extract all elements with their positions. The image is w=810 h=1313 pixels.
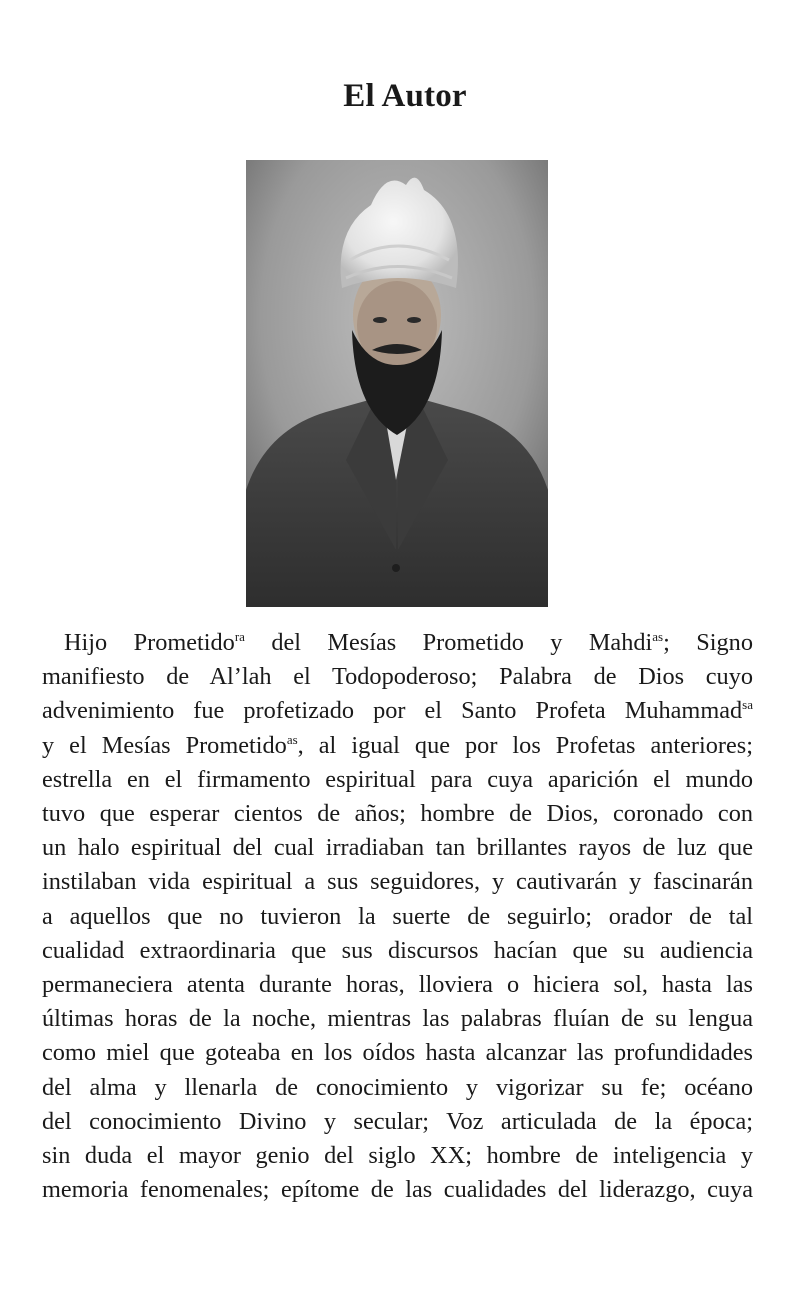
- paragraph-line: [42, 1173, 753, 1207]
- paragraph-line: [42, 626, 753, 660]
- text-segment: permaneciera atenta durante horas, lloviera o hiciera sol, hasta las: [42, 971, 753, 999]
- honorific-superscript: ra: [234, 628, 245, 644]
- text-segment: como miel que goteaba en los oídos hasta alcanzar las profundidades: [42, 1039, 753, 1067]
- text-segment: estrella en el firmamento espiritual para cuya aparición el mundo: [42, 765, 753, 793]
- paragraph-line: [42, 900, 753, 934]
- text-segment: y el Mesías Prometido: [42, 731, 287, 759]
- honorific-superscript: sa: [742, 697, 753, 713]
- paragraph-line: [42, 865, 753, 899]
- paragraph-line: [42, 831, 753, 865]
- paragraph-line: [42, 1105, 753, 1139]
- paragraph-line: [42, 729, 753, 763]
- text-segment: , al igual que por los Profetas anteriores;: [297, 731, 753, 759]
- text-segment: advenimiento fue profetizado por el Santo Profeta Muhammad: [42, 697, 743, 725]
- paragraph-line: [42, 763, 753, 797]
- author-biography-paragraph: [42, 626, 753, 1207]
- text-segment: memoria fenomenales; epítome de las cualidades del liderazgo, cuya: [42, 1176, 753, 1204]
- paragraph-line: [42, 660, 753, 694]
- honorific-superscript: as: [286, 731, 298, 747]
- text-segment: ; Signo: [663, 629, 753, 656]
- paragraph-line: [42, 1139, 753, 1173]
- text-segment: un halo espiritual del cual irradiaban tan brillantes rayos de luz que: [42, 834, 753, 862]
- paragraph-line: [42, 694, 753, 728]
- text-segment: manifiesto de Al’lah el Todopoderoso; Palabra de Dios cuyo: [42, 663, 753, 691]
- text-segment: tuvo que esperar cientos de años; hombre de Dios, coronado con: [42, 800, 753, 828]
- text-segment: sin duda el mayor genio del siglo XX; hombre de inteligencia y: [42, 1142, 753, 1170]
- text-segment: cualidad extraordinaria que sus discursos hacían que su audiencia: [42, 936, 753, 964]
- paragraph-line: [42, 1071, 753, 1105]
- text-segment: a aquellos que no tuvieron la suerte de seguirlo; orador de tal: [42, 902, 753, 930]
- text-segment: Hijo Prometido: [64, 629, 235, 656]
- paragraph-line: [42, 934, 753, 968]
- paragraph-line: [42, 1036, 753, 1070]
- paragraph-line: [42, 1002, 753, 1036]
- page-title: El Autor: [343, 78, 467, 114]
- paragraph-line: [42, 797, 753, 831]
- author-portrait-photo: [246, 160, 548, 607]
- paragraph-line: [42, 968, 753, 1002]
- text-segment: del conocimiento Divino y secular; Voz articulada de la época;: [42, 1107, 753, 1135]
- text-segment: del alma y llenarla de conocimiento y vigorizar su fe; océano: [42, 1073, 753, 1101]
- text-segment: instilaban vida espiritual a sus seguidores, y cautivarán y fascinarán: [42, 868, 753, 896]
- honorific-superscript: as: [652, 628, 664, 644]
- text-segment: últimas horas de la noche, mientras las palabras fluían de su lengua: [42, 1005, 753, 1033]
- text-segment: del Mesías Prometido y Mahdi: [244, 629, 653, 656]
